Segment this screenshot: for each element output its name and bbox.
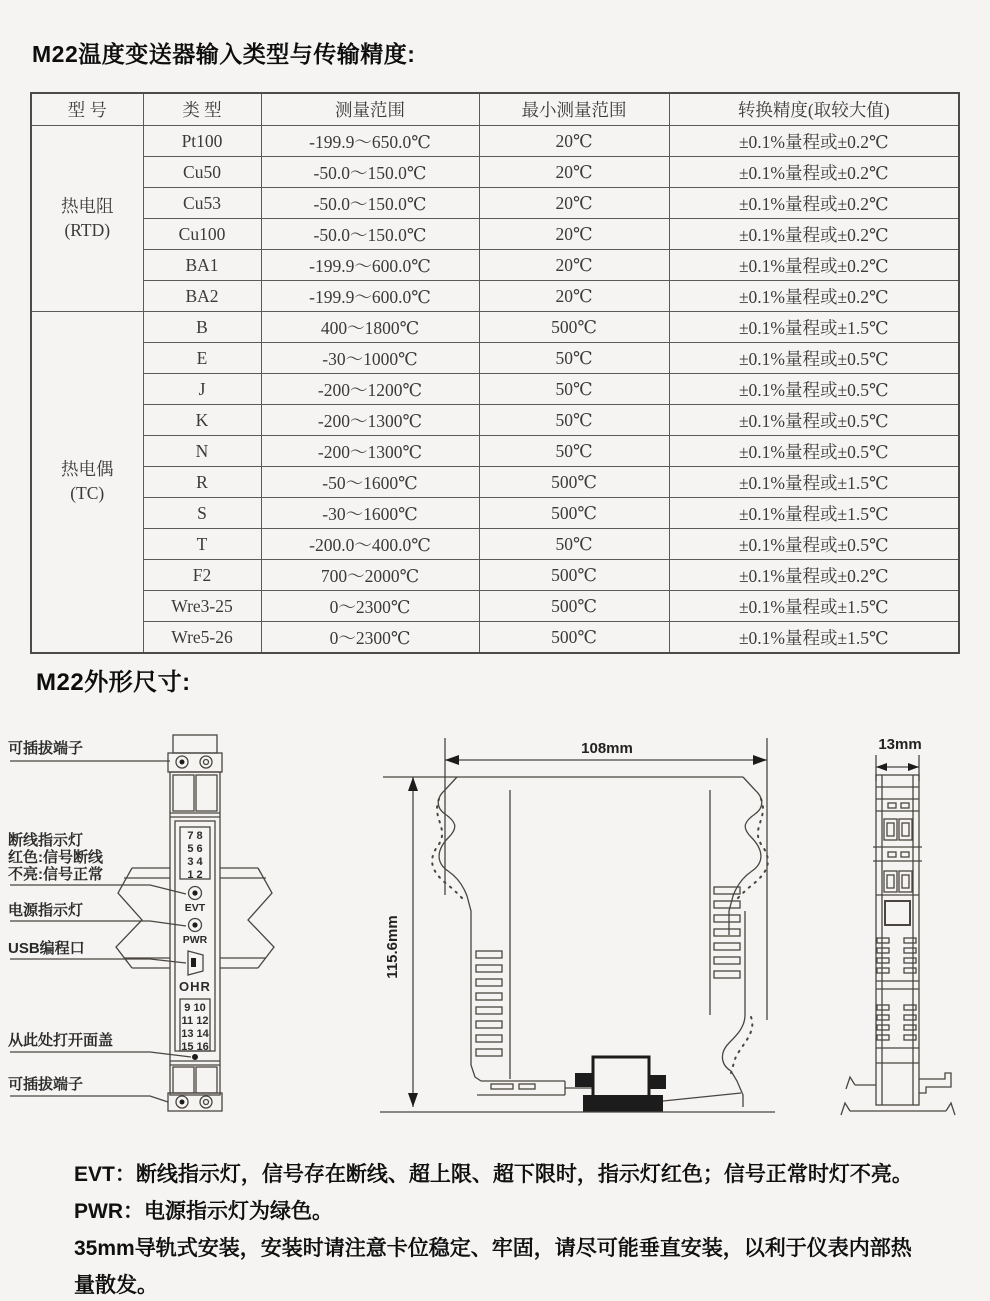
pwr-led-label: PWR	[182, 934, 208, 946]
cell-accuracy: ±0.1%量程或±1.5℃	[669, 622, 959, 654]
dimension-115mm	[383, 777, 743, 1107]
module-side-profile	[380, 777, 775, 1112]
cell-range: -200～1300℃	[261, 405, 479, 436]
header-min-range: 最小测量范围	[479, 93, 669, 126]
table-row	[31, 498, 959, 529]
terminal-numbers: 15 16	[181, 1041, 209, 1053]
table-row	[31, 436, 959, 467]
cell-accuracy: ±0.1%量程或±0.2℃	[669, 157, 959, 188]
model-group-cell: 热电阻 (RTD)	[31, 126, 143, 312]
callout-labels	[8, 739, 191, 1102]
cell-range: -30～1000℃	[261, 343, 479, 374]
terminal-numbers: 5 6	[187, 843, 203, 855]
cell-min_range: 500℃	[479, 591, 669, 622]
spec-table-body	[31, 126, 959, 654]
label-break-light-1: 断线指示灯	[8, 832, 84, 849]
notes-block	[74, 1156, 976, 1301]
cell-min_range: 500℃	[479, 622, 669, 654]
table-row	[31, 312, 959, 343]
cell-range: -50.0～150.0℃	[261, 219, 479, 250]
table-row	[31, 467, 959, 498]
table-row	[31, 622, 959, 654]
cell-range: -30～1600℃	[261, 498, 479, 529]
cell-accuracy: ±0.1%量程或±0.5℃	[669, 529, 959, 560]
cell-accuracy: ±0.1%量程或±0.5℃	[669, 343, 959, 374]
table-row	[31, 281, 959, 312]
brand-logo: OHR	[179, 979, 211, 994]
cell-range: 0～2300℃	[261, 591, 479, 622]
din-rail-clip	[575, 1057, 741, 1112]
cell-accuracy: ±0.1%量程或±0.2℃	[669, 560, 959, 591]
cell-type: R	[143, 467, 261, 498]
cell-accuracy: ±0.1%量程或±1.5℃	[669, 591, 959, 622]
model-group-cell: 热电偶 (TC)	[31, 312, 143, 654]
vent-slots-right	[714, 887, 740, 978]
cell-accuracy: ±0.1%量程或±1.5℃	[669, 312, 959, 343]
cell-accuracy: ±0.1%量程或±0.5℃	[669, 405, 959, 436]
cell-range: 0～2300℃	[261, 622, 479, 654]
table-row	[31, 591, 959, 622]
cell-accuracy: ±0.1%量程或±0.2℃	[669, 250, 959, 281]
cell-range: -50～1600℃	[261, 467, 479, 498]
label-open-cover: 从此处打开面盖	[8, 1032, 114, 1049]
cell-min_range: 500℃	[479, 560, 669, 591]
header-range: 测量范围	[261, 93, 479, 126]
label-usb-port: USB编程口	[8, 940, 85, 957]
cell-range: -199.9～600.0℃	[261, 281, 479, 312]
cell-type: Pt100	[143, 126, 261, 157]
label-power-light: 电源指示灯	[8, 902, 84, 919]
cell-type: J	[143, 374, 261, 405]
table-row	[31, 157, 959, 188]
cell-type: BA2	[143, 281, 261, 312]
evt-led-label: EVT	[184, 902, 206, 914]
cell-min_range: 20℃	[479, 126, 669, 157]
cell-range: -199.9～650.0℃	[261, 126, 479, 157]
narrow-view-diagram	[830, 715, 990, 1127]
cell-type: S	[143, 498, 261, 529]
note-evt: EVT：断线指示灯，信号存在断线、超上限、超下限时，指示灯红色；信号正常时灯不亮。	[74, 1163, 913, 1186]
cell-range: -50.0～150.0℃	[261, 188, 479, 219]
cell-type: Cu53	[143, 188, 261, 219]
terminal-numbers: 1 2	[187, 869, 203, 881]
cell-min_range: 20℃	[479, 281, 669, 312]
label-terminal-bottom: 可插拔端子	[8, 1076, 84, 1093]
cell-accuracy: ±0.1%量程或±0.2℃	[669, 219, 959, 250]
header-model: 型 号	[31, 93, 143, 126]
cell-min_range: 20℃	[479, 188, 669, 219]
front-view-diagram	[0, 715, 375, 1127]
header-type: 类 型	[143, 93, 261, 126]
cell-min_range: 50℃	[479, 374, 669, 405]
cell-type: Wre5-26	[143, 622, 261, 654]
cell-min_range: 50℃	[479, 405, 669, 436]
cell-range: 700～2000℃	[261, 560, 479, 591]
table-row	[31, 343, 959, 374]
cell-accuracy: ±0.1%量程或±1.5℃	[669, 498, 959, 529]
cell-accuracy: ±0.1%量程或±0.5℃	[669, 374, 959, 405]
cell-type: BA1	[143, 250, 261, 281]
cell-min_range: 20℃	[479, 219, 669, 250]
terminal-numbers: 7 8	[187, 830, 203, 842]
cell-type: Wre3-25	[143, 591, 261, 622]
cell-range: 400～1800℃	[261, 312, 479, 343]
cell-range: -50.0～150.0℃	[261, 157, 479, 188]
cell-accuracy: ±0.1%量程或±0.5℃	[669, 436, 959, 467]
evt-led	[185, 887, 206, 915]
cell-type: Cu100	[143, 219, 261, 250]
cell-type: T	[143, 529, 261, 560]
cell-type: F2	[143, 560, 261, 591]
vent-slots-left	[476, 951, 502, 1056]
pwr-led	[183, 919, 208, 947]
cell-type: K	[143, 405, 261, 436]
table-row	[31, 219, 959, 250]
table-row	[31, 126, 959, 157]
cell-min_range: 50℃	[479, 529, 669, 560]
cell-min_range: 50℃	[479, 343, 669, 374]
table-header-row	[31, 93, 959, 126]
spec-table	[30, 92, 960, 654]
cell-range: -200～1200℃	[261, 374, 479, 405]
cell-min_range: 20℃	[479, 157, 669, 188]
cell-type: Cu50	[143, 157, 261, 188]
note-pwr: PWR：电源指示灯为绿色。	[74, 1200, 333, 1223]
table-row	[31, 374, 959, 405]
cell-accuracy: ±0.1%量程或±0.2℃	[669, 281, 959, 312]
cell-accuracy: ±0.1%量程或±1.5℃	[669, 467, 959, 498]
dim-narrow-label: 13mm	[878, 736, 922, 753]
header-accuracy: 转换精度(取较大值)	[669, 93, 959, 126]
usb-port-icon	[188, 951, 203, 975]
label-break-light-2: 红色:信号断线	[8, 849, 103, 866]
rail-release-tab	[846, 1073, 951, 1093]
cell-accuracy: ±0.1%量程或±0.2℃	[669, 126, 959, 157]
vent-slots-narrow	[876, 938, 919, 1040]
section1-title: M22温度变送器输入类型与传输精度:	[32, 41, 416, 67]
cell-range: -200～1300℃	[261, 436, 479, 467]
cell-min_range: 500℃	[479, 498, 669, 529]
cell-range: -200.0～400.0℃	[261, 529, 479, 560]
table-row	[31, 560, 959, 591]
dim-width-label: 108mm	[581, 740, 633, 757]
dim-height-label: 115.6mm	[384, 915, 401, 979]
dimension-diagrams	[0, 715, 990, 1127]
table-row	[31, 529, 959, 560]
dimension-13mm	[876, 736, 922, 781]
label-break-light-3: 不亮:信号正常	[8, 866, 103, 883]
section2-title: M22外形尺寸:	[36, 669, 191, 696]
cell-type: B	[143, 312, 261, 343]
table-row	[31, 188, 959, 219]
table-row	[31, 405, 959, 436]
note-mount: 35mm导轨式安装，安装时请注意卡位稳定、牢固，请尽可能垂直安装，以利于仪表内部热量散发。	[74, 1237, 912, 1297]
cell-accuracy: ±0.1%量程或±0.2℃	[669, 188, 959, 219]
table-row	[31, 250, 959, 281]
module-narrow-view	[841, 775, 955, 1115]
terminal-numbers: 13 14	[181, 1028, 209, 1040]
cell-type: E	[143, 343, 261, 374]
cell-type: N	[143, 436, 261, 467]
cell-min_range: 50℃	[479, 436, 669, 467]
cell-min_range: 20℃	[479, 250, 669, 281]
cell-range: -199.9～600.0℃	[261, 250, 479, 281]
side-view-diagram	[375, 715, 830, 1127]
terminal-numbers: 3 4	[187, 856, 203, 868]
terminal-numbers: 11 12	[181, 1015, 209, 1027]
terminal-numbers: 9 10	[184, 1002, 206, 1014]
cover-open-point	[192, 1054, 198, 1060]
label-terminal-top: 可插拔端子	[8, 740, 84, 757]
cell-min_range: 500℃	[479, 312, 669, 343]
cell-min_range: 500℃	[479, 467, 669, 498]
